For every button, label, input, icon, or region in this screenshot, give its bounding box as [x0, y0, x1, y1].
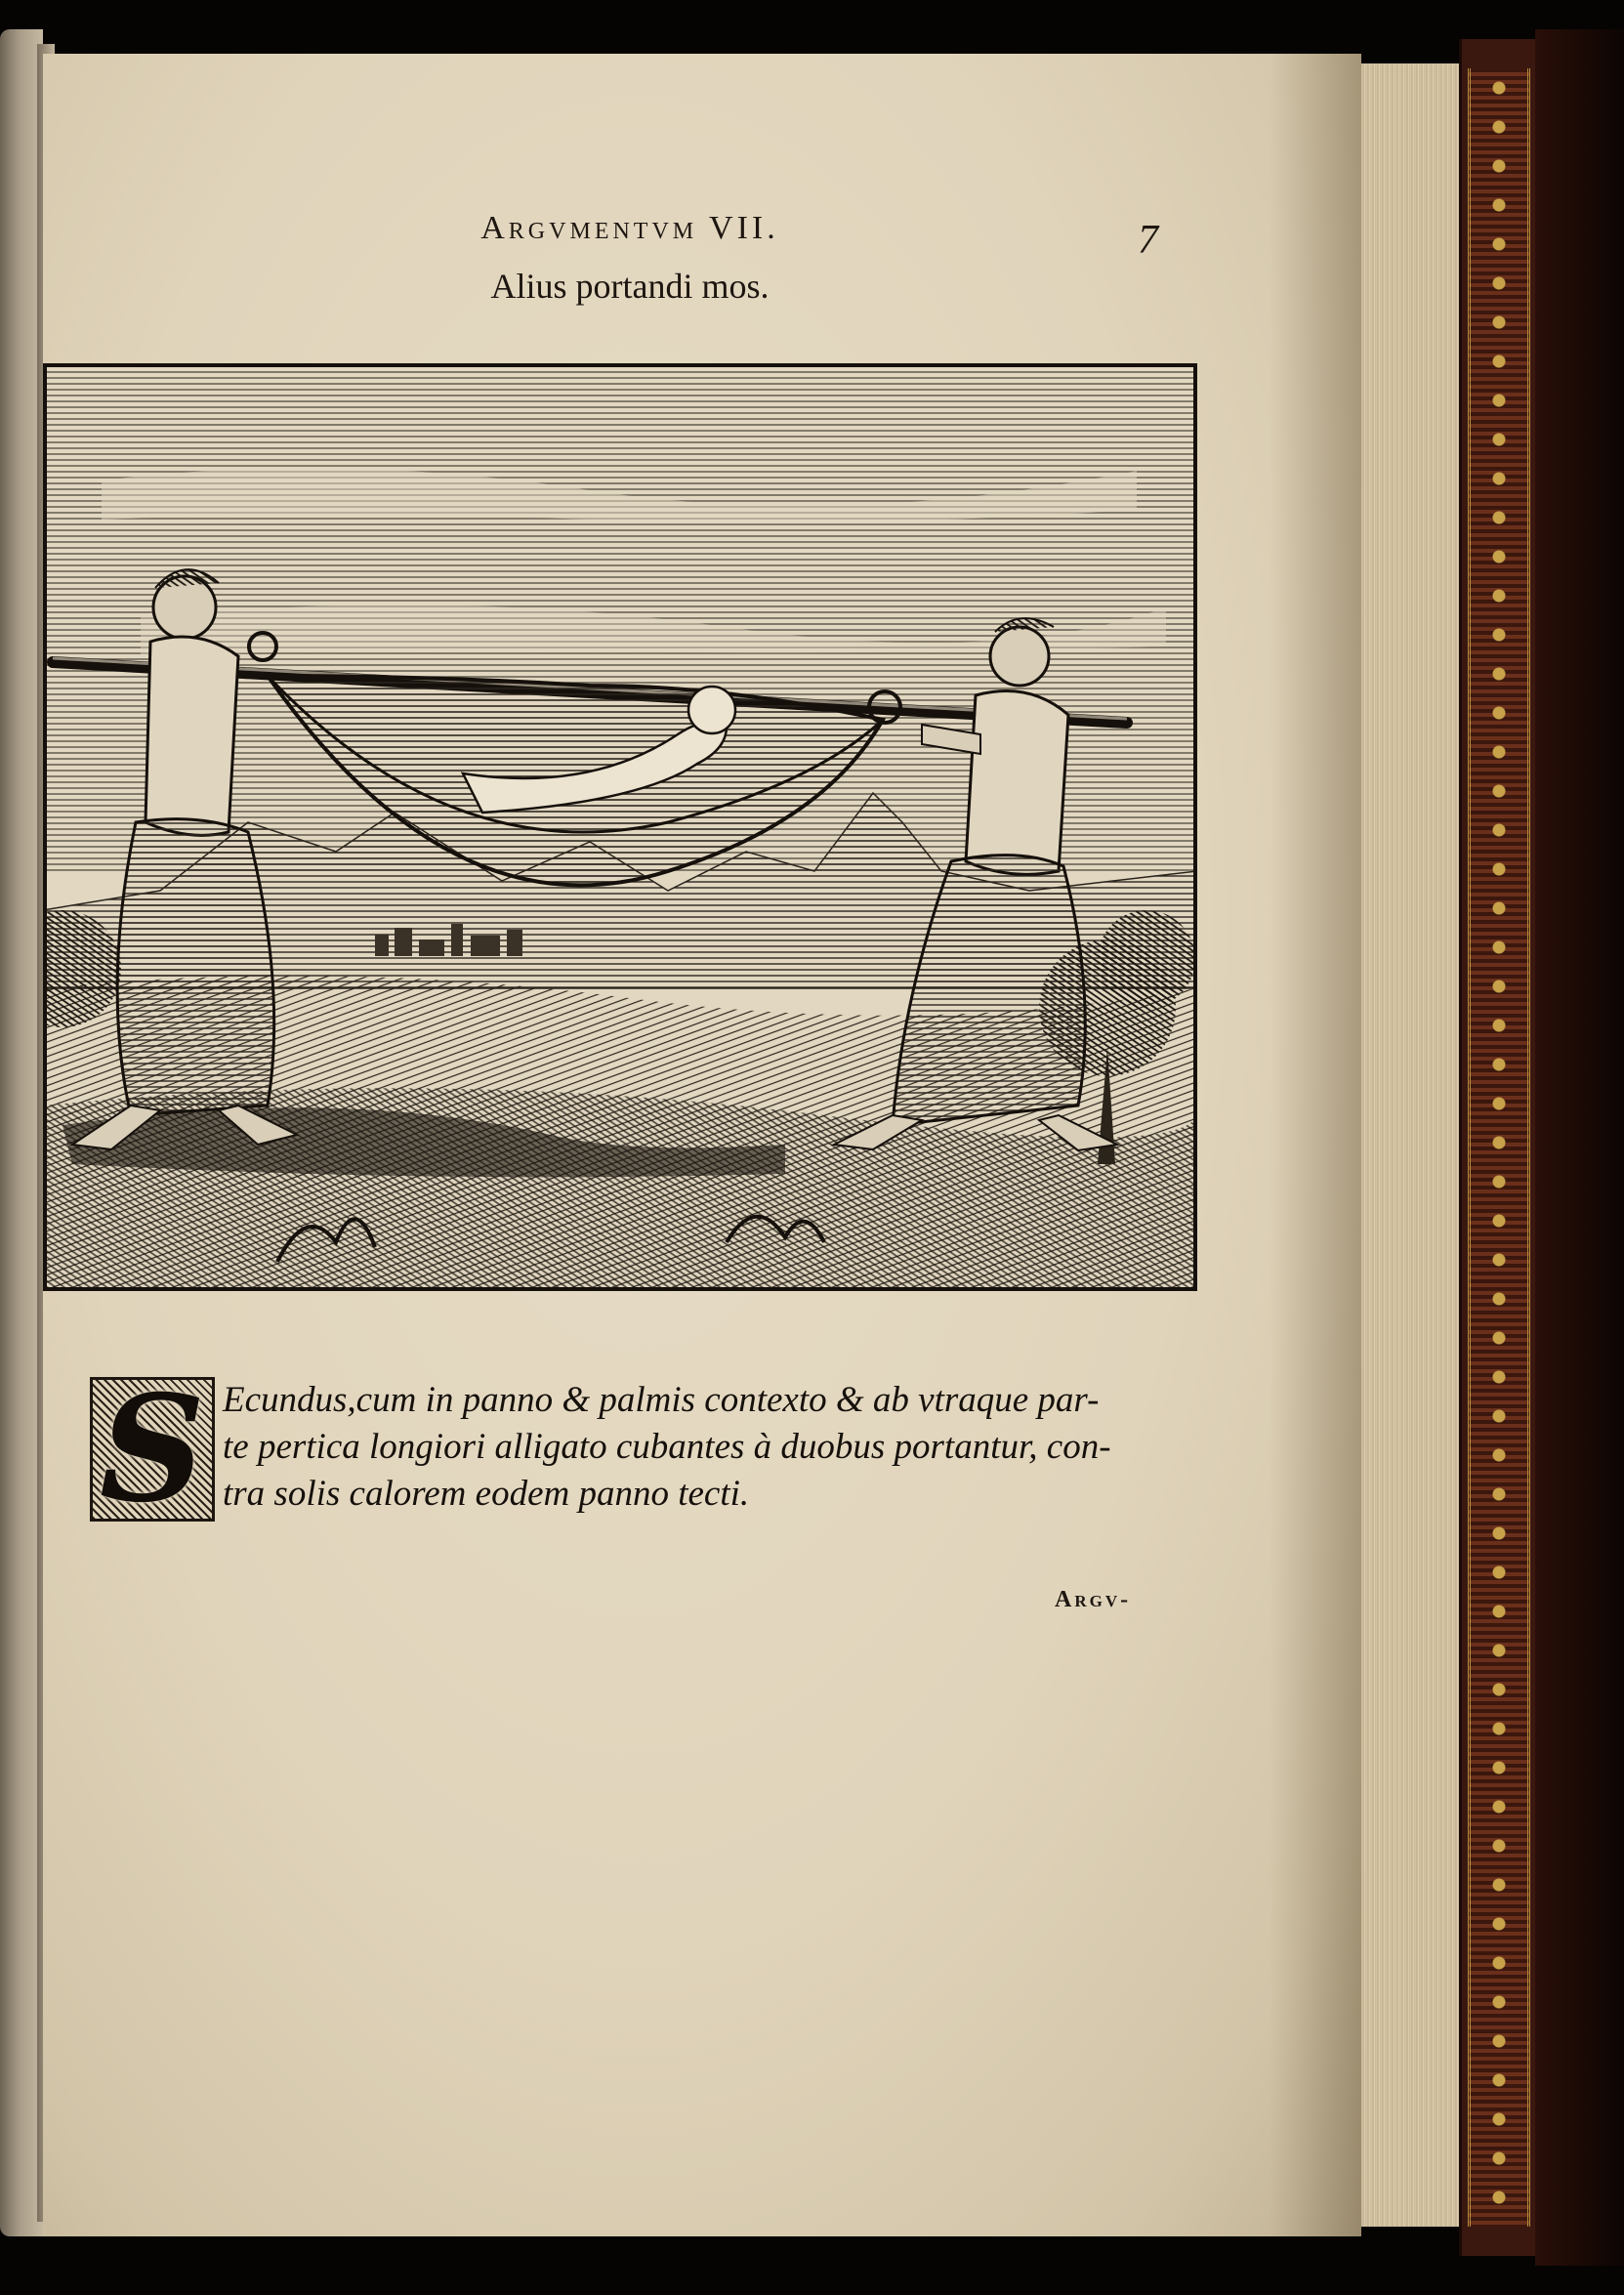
decorated-initial	[90, 1363, 215, 1535]
chapter-subtitle: Alius portandi mos.	[490, 267, 770, 306]
body-line-3: tra solis calorem eodem panno tecti.	[223, 1474, 750, 1514]
page-shadow	[1270, 54, 1361, 2236]
fore-edge	[1361, 63, 1461, 2227]
engraving-drawing	[43, 363, 1197, 1291]
engraving-illustration	[43, 363, 1197, 1291]
page-number: 7	[1138, 218, 1158, 263]
body-text	[223, 1377, 1160, 1518]
initial-letter: S	[99, 1363, 206, 1535]
body-line-2: te pertica longiori alligato cubantes à duobus portantur, con-	[223, 1427, 1111, 1467]
gilt-tooled-spine-strip	[1468, 68, 1530, 2227]
running-head: Argvmentvm VII.	[480, 210, 779, 246]
body-line-1: Ecundus,cum in panno & palmis contexto & ab vtraque par-	[223, 1380, 1100, 1420]
catchword: Argv-	[1055, 1587, 1132, 1612]
binding-outer-edge	[1535, 29, 1624, 2266]
